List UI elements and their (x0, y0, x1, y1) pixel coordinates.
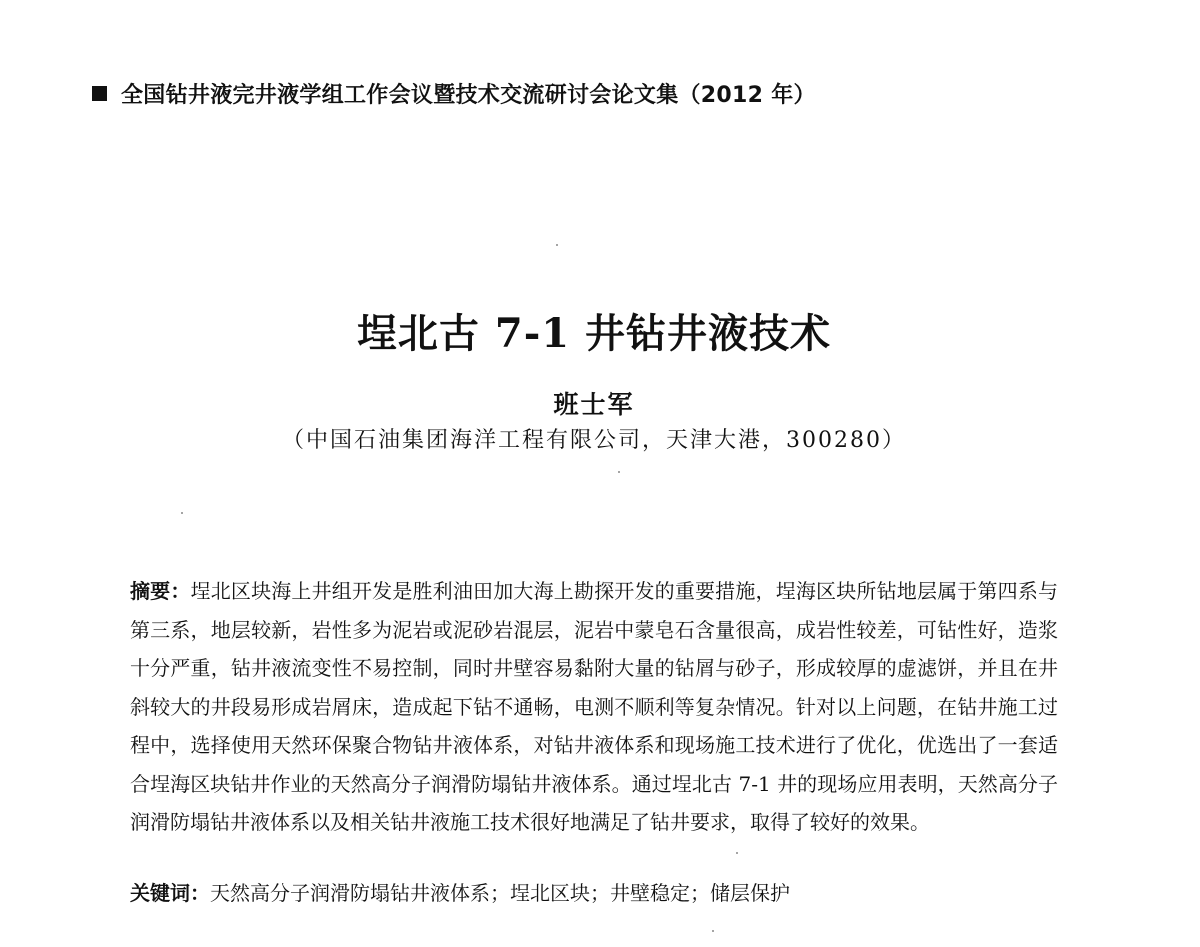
scan-speck (712, 930, 714, 932)
running-header-text: 全国钻井液完井液学组工作会议暨技术交流研讨会论文集（2012 年） (121, 82, 816, 108)
abstract-text: 埕北区块海上井组开发是胜利油田加大海上勘探开发的重要措施，埕海区块所钻地层属于第四系与第三系，地层较新，岩性多为泥岩或泥砂岩混层，泥岩中蒙皂石含量很高，成岩性较差，可钻性好，造浆十分严重，钻井液流变性不易控制，同时井壁容易黏附大量的钻屑与砂子，形成较厚的虚滤饼，并且在井斜较大的井段易形成岩屑床，造成起下钻不通畅，电测不顺利等复杂情况。针对以上问题，在钻井施工过程中，选择使用天然环保聚合物钻井液体系，对钻井液体系和现场施工技术进行了优化，优选出了一套适合埕海区块钻井作业的天然高分子润滑防塌钻井液体系。通过埕北古 7-1 井的现场应用表明，天然高分子润滑防塌钻井液体系以及相关钻井液施工技术很好地满足了钻井要求，取得了较好的效果。 (130, 579, 1059, 834)
abstract-paragraph (130, 572, 1058, 842)
scan-speck (736, 852, 738, 854)
author-affiliation: （中国石油集团海洋工程有限公司，天津大港，300280） (282, 428, 906, 453)
scan-speck (618, 471, 620, 473)
abstract-label: 摘要： (130, 579, 191, 603)
scan-speck (181, 512, 183, 514)
scan-speck (556, 244, 558, 246)
keywords-label: 关键词： (130, 881, 210, 905)
keywords-text: 天然高分子润滑防塌钻井液体系；埕北区块；井壁稳定；储层保护 (210, 881, 790, 905)
paper-title: 埕北古 7-1 井钻井液技术 (356, 310, 832, 357)
author-name: 班士军 (553, 390, 635, 419)
running-header (92, 78, 1092, 108)
keywords-line (130, 877, 1058, 909)
black-square-icon (92, 86, 107, 101)
